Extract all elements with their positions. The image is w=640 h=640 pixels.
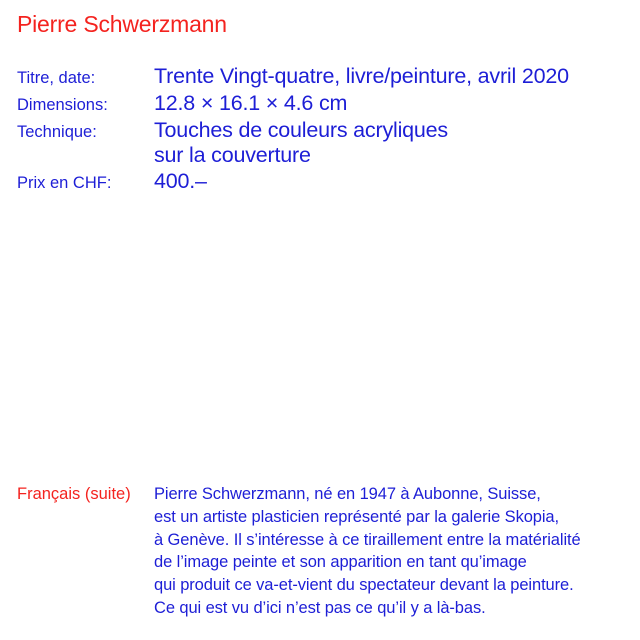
technique-value xyxy=(154,118,448,168)
description-line: de l’image peinte et son apparition en tant qu’image xyxy=(154,553,527,572)
description-line: Pierre Schwerzmann, né en 1947 à Aubonne, Suisse, xyxy=(154,485,541,503)
dimensions-value: 12.8 × 16.1 × 4.6 cm xyxy=(154,91,348,115)
price-value: 400.– xyxy=(154,169,207,193)
language-label: Français (suite) xyxy=(17,485,131,503)
description-line: est un artiste plasticien représenté par la galerie Skopia, xyxy=(154,507,559,526)
artist-name: Pierre Schwerzmann xyxy=(17,11,227,37)
price-label: Prix en CHF: xyxy=(17,174,112,192)
description-text xyxy=(154,483,581,620)
description-line: Ce qui est vu d’ici n’est pas ce qu’il y a là-bas. xyxy=(154,598,486,617)
description-line: à Genève. Il s’intéresse à ce tiraillement entre la matérialité xyxy=(154,530,581,549)
title-date-value: Trente Vingt-quatre, livre/peinture, avril 2020 xyxy=(154,64,569,88)
title-date-row xyxy=(17,64,569,91)
technique-line: Touches de couleurs acryliques xyxy=(154,118,448,142)
technique-label: Technique: xyxy=(17,123,97,141)
dimensions-label: Dimensions: xyxy=(17,96,108,114)
title-date-label: Titre, date: xyxy=(17,69,96,87)
price-row xyxy=(17,169,207,196)
description-line: qui produit ce va-et-vient du spectateur devant la peinture. xyxy=(154,576,574,595)
dimensions-row xyxy=(17,91,347,118)
technique-row xyxy=(17,118,448,168)
technique-line: sur la couverture xyxy=(154,143,311,167)
